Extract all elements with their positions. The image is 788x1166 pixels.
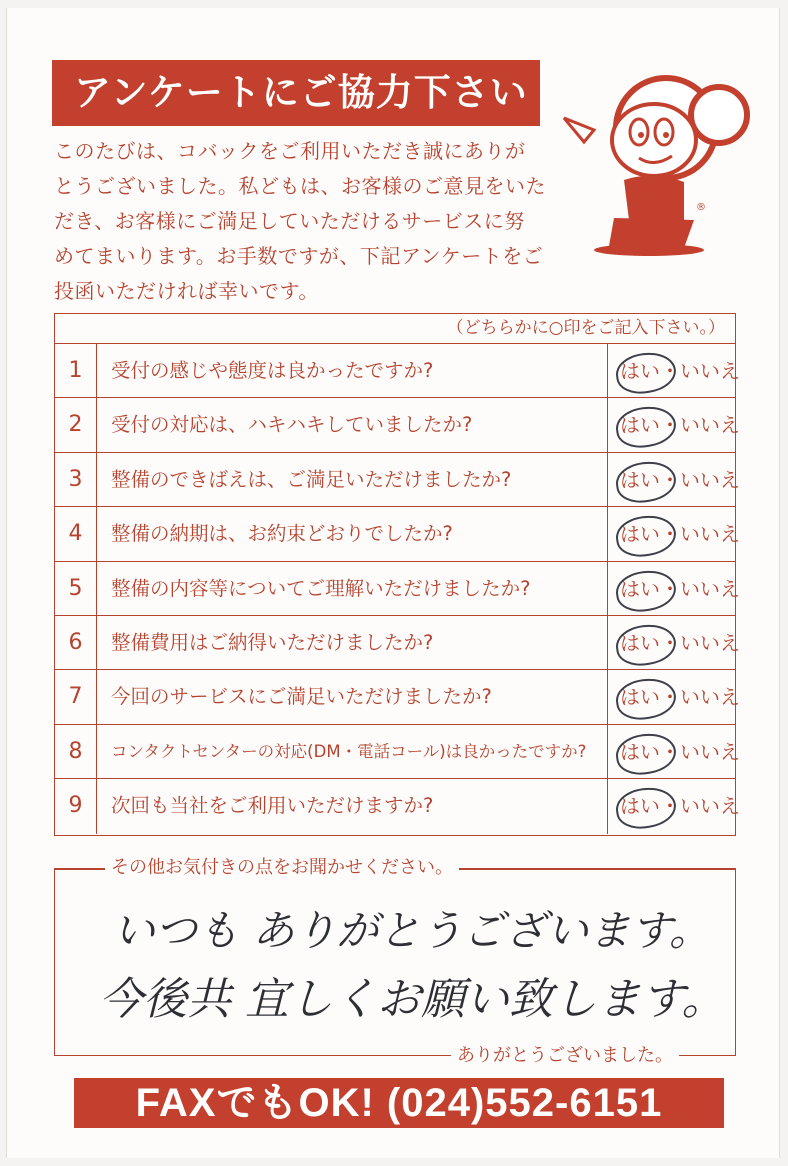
question-text: 今回のサービスにご満足いただけましたか? bbox=[111, 685, 492, 709]
survey-instruction: （どちらかに○印をご記入下さい。） bbox=[55, 314, 735, 344]
question-row bbox=[55, 616, 740, 670]
answer-cell[interactable] bbox=[607, 725, 740, 778]
question-row bbox=[55, 670, 740, 724]
question-row bbox=[55, 344, 740, 398]
survey-table bbox=[54, 313, 740, 836]
intro-line: だき、お客様にご満足していただけるサービスに努 bbox=[54, 209, 525, 233]
question-text: 整備の納期は、お約束どおりでしたか? bbox=[111, 522, 453, 546]
answer-options: はい・いいえ bbox=[620, 630, 740, 655]
question-number: 9 bbox=[55, 779, 97, 833]
intro-line: とうございました。私どもは、お客様のご意見をいた bbox=[54, 174, 546, 198]
question-text: 整備の内容等についてご理解いただけましたか? bbox=[111, 576, 531, 600]
answer-cell[interactable] bbox=[607, 453, 740, 506]
answer-cell[interactable] bbox=[607, 344, 740, 397]
question-row bbox=[55, 398, 740, 452]
answer-options: はい・いいえ bbox=[620, 467, 740, 492]
handwritten-comment: いつも ありがとうございます。 bbox=[113, 906, 711, 955]
answer-options: はい・いいえ bbox=[620, 359, 740, 383]
question-row bbox=[55, 453, 740, 507]
question-text: 整備費用はご納得いただけましたか? bbox=[111, 630, 434, 654]
question-text: 受付の感じや態度は良かったですか? bbox=[111, 359, 434, 382]
answer-cell[interactable] bbox=[607, 779, 740, 833]
answer-options: はい・いいえ bbox=[620, 576, 740, 601]
answer-options: はい・いいえ bbox=[620, 522, 740, 547]
answer-options: はい・いいえ bbox=[620, 739, 740, 764]
question-number: 8 bbox=[55, 725, 97, 778]
question-number: 4 bbox=[55, 507, 97, 560]
thanks-text: ありがとうございました。 bbox=[451, 1042, 679, 1070]
answer-cell[interactable] bbox=[607, 398, 740, 451]
fax-banner: FAXでもOK! (024)552-6151 bbox=[74, 1078, 724, 1128]
question-text: 次回も当社をご利用いただけますか? bbox=[111, 794, 434, 818]
answer-cell[interactable] bbox=[607, 616, 740, 669]
comments-label: その他お気付きの点をお聞かせください。 bbox=[105, 854, 459, 882]
question-number: 6 bbox=[55, 616, 97, 669]
question-number: 1 bbox=[55, 344, 97, 397]
registered-mark: ® bbox=[696, 202, 706, 213]
handwritten-comment: 今後共 宜しくお願い致します。 bbox=[99, 974, 726, 1025]
page-title: アンケートにご協力下さい bbox=[52, 60, 540, 126]
answer-cell[interactable] bbox=[607, 562, 740, 615]
intro-text bbox=[54, 134, 554, 309]
intro-line: 投函いただければ幸いです。 bbox=[54, 279, 319, 303]
question-text: 受付の対応は、ハキハキしていましたか? bbox=[111, 413, 473, 437]
question-number: 2 bbox=[55, 398, 97, 451]
question-row bbox=[55, 779, 740, 833]
question-number: 3 bbox=[55, 453, 97, 506]
answer-options: はい・いいえ bbox=[620, 685, 740, 710]
mascot-character-icon bbox=[554, 70, 754, 260]
intro-line: このたびは、コバックをご利用いただき誠にありが bbox=[54, 139, 526, 163]
comments-box[interactable] bbox=[54, 857, 736, 1066]
question-row bbox=[55, 725, 740, 779]
question-row bbox=[55, 562, 740, 616]
answer-options: はい・いいえ bbox=[620, 794, 740, 819]
question-text: 整備のできばえは、ご満足いただけましたか? bbox=[111, 467, 512, 491]
answer-cell[interactable] bbox=[607, 507, 740, 560]
question-row bbox=[55, 507, 740, 561]
intro-line: めてまいります。お手数ですが、下記アンケートをご bbox=[54, 244, 544, 268]
question-number: 5 bbox=[55, 562, 97, 615]
question-text: コンタクトセンターの対応(DM・電話コール)は良かったですか? bbox=[111, 741, 587, 761]
question-number: 7 bbox=[55, 670, 97, 723]
answer-cell[interactable] bbox=[607, 670, 740, 723]
answer-options: はい・いいえ bbox=[620, 413, 740, 438]
